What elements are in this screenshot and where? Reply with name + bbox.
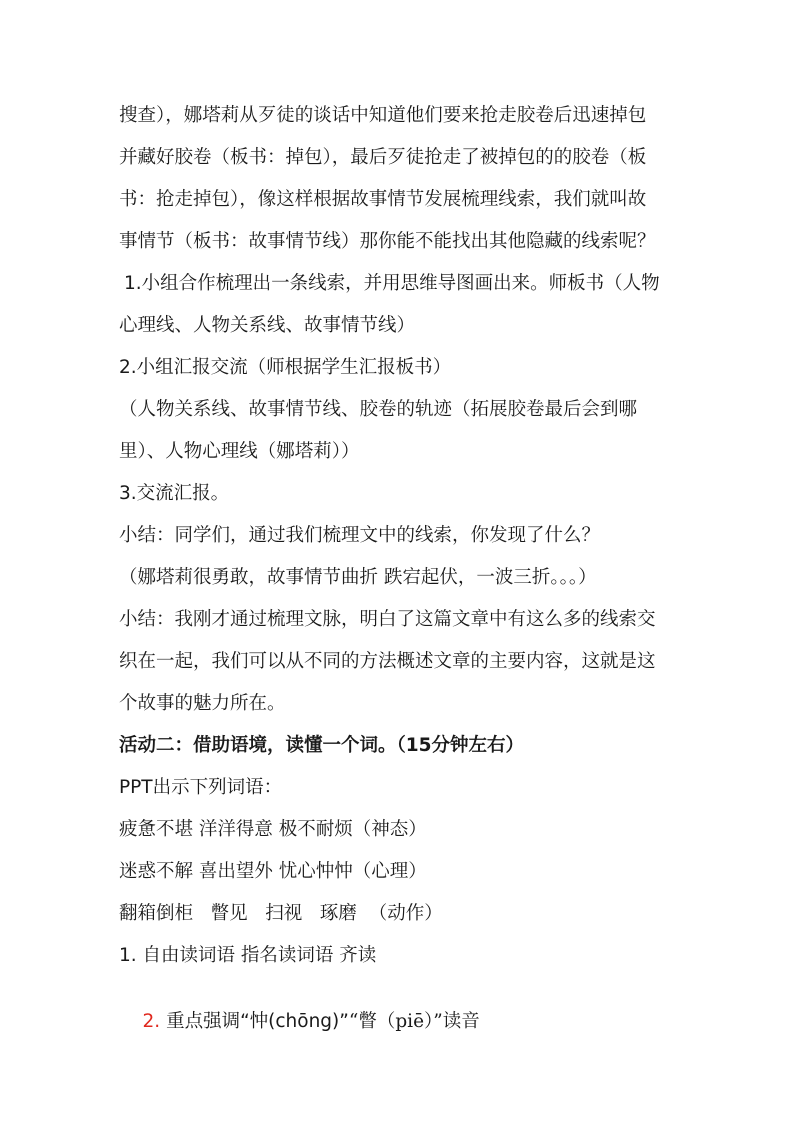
paragraph-line: 心理线、人物关系线、故事情节线） [119, 315, 416, 336]
step-two-text: 重点强调“忡(chōng)” [160, 1011, 349, 1032]
step-two [119, 986, 480, 1032]
paragraph-line: 个故事的魅力所在。 [119, 693, 286, 714]
word-group: 迷惑不解 喜出望外 忧心忡忡（心理） [119, 861, 427, 882]
paragraph-line: 并藏好胶卷（板书：掉包），最后歹徒抢走了被掉包的的胶卷（板 [119, 147, 647, 168]
activity-heading: 活动二：借助语境，读懂一个词。（15分钟左右） [119, 735, 524, 756]
paragraph-line: 织在一起，我们可以从不同的方法概述文章的主要内容，这就是这 [119, 651, 656, 672]
word-group: 翻箱倒柜 瞥见 扫视 琢磨 （动作） [119, 903, 443, 924]
summary-line: 小结：我刚才通过梳理文脉，明白了这篇文章中有这么多的线索交 [119, 609, 656, 630]
list-item: 1.小组合作梳理出一条线索，并用思维导图画出来。师板书（人物 [124, 273, 660, 294]
paragraph-line: 书：抢走掉包），像这样根据故事情节发展梳理线索，我们就叫故 [119, 189, 647, 210]
step-one: 1. 自由读词语 指名读词语 齐读 [119, 945, 377, 966]
paragraph-line: （娜塔莉很勇敢，故事情节曲折 跌宕起伏，一波三折。。。） [119, 567, 597, 588]
summary-line: 小结：同学们，通过我们梳理文中的线索，你发现了什么？ [119, 525, 601, 546]
paragraph-line: （人物关系线、故事情节线、胶卷的轨迹（拓展胶卷最后会到哪 [119, 399, 638, 420]
word-group: 疲惫不堪 洋洋得意 极不耐烦（神态） [119, 819, 427, 840]
ppt-intro: PPT出示下列词语： [119, 777, 283, 798]
step-two-number: 2. [142, 1011, 161, 1032]
list-item: 2.小组汇报交流（师根据学生汇报板书） [119, 357, 452, 378]
list-item: 3.交流汇报。 [119, 483, 230, 504]
paragraph-line: 里）、人物心理线（娜塔莉）） [119, 441, 360, 462]
paragraph-line: 事情节（板书：故事情节线）那你能不能找出其他隐藏的线索呢？ [119, 231, 656, 252]
paragraph-line: 搜查），娜塔莉从歹徒的谈话中知道他们要来抢走胶卷后迅速掉包 [119, 105, 647, 126]
step-two-text-serif: “瞥（piē）”读音 [348, 1011, 480, 1032]
